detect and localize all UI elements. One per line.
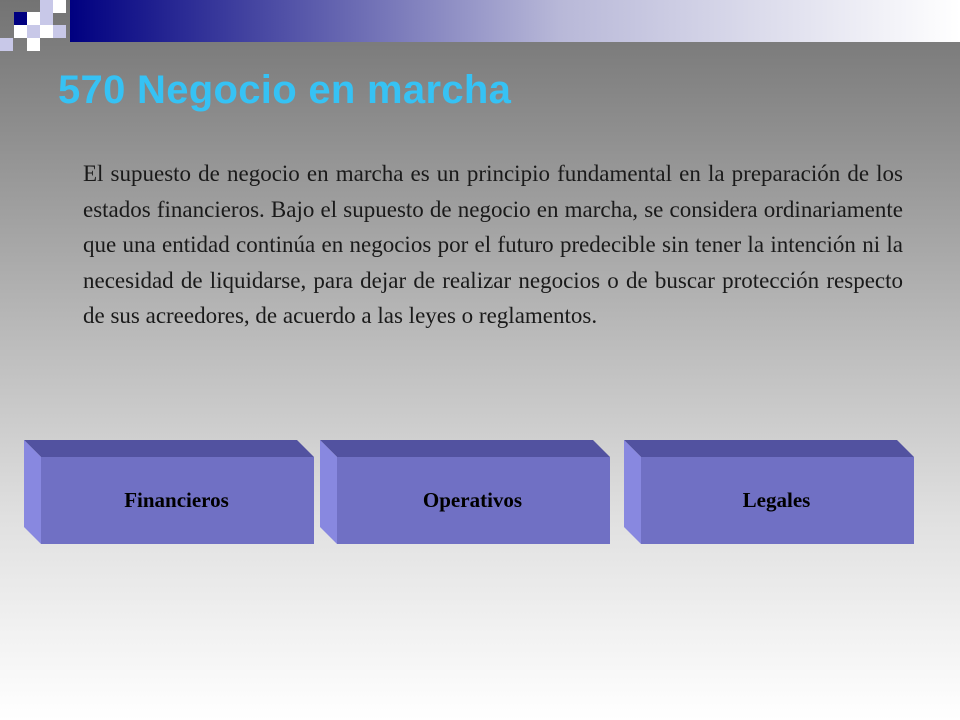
box-label: Legales xyxy=(742,488,811,512)
category-boxes xyxy=(24,440,924,550)
slide-title: 570 Negocio en marcha xyxy=(58,68,512,112)
box-label: Operativos xyxy=(422,488,523,512)
header-gradient-band xyxy=(70,0,960,42)
box-legales xyxy=(624,440,914,544)
body-paragraph: El supuesto de negocio en marcha es un principio fundamental en la preparación de los estados financieros. Bajo el supuesto de negocio en marcha, se considera ordinariamente que una entidad continúa en negocios por el futuro predecible sin tener la intención ni la necesidad de liquidarse, para dejar de realizar negocios o de buscar protección respecto de sus acreedores, de acuerdo a las leyes o reglamentos. xyxy=(83,161,903,328)
box-operativos xyxy=(320,440,610,544)
decorative-mosaic xyxy=(0,0,80,64)
box-label: Financieros xyxy=(124,488,229,512)
box-financieros xyxy=(24,440,314,544)
